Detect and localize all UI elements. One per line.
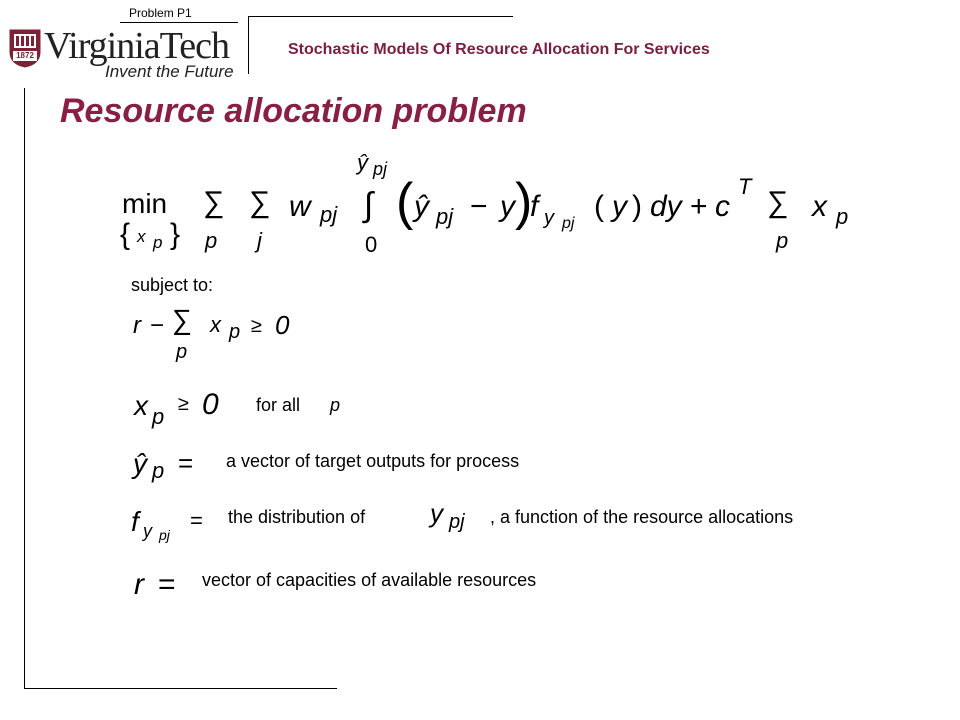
seal-year: 1872 — [16, 51, 34, 60]
problem-label-underline — [120, 22, 238, 23]
f-definition-prefix: the distribution of — [228, 507, 366, 527]
logo-wordmark: VirginiaTech — [44, 25, 229, 67]
for-all-label: for all — [256, 395, 301, 415]
frame-divider-vertical — [248, 16, 249, 74]
objective-function: min { x p } ∑ p ∑ j w pj ŷ pj ∫ 0 ( ŷ pj − y ) f y pj ( y ) dy + c T ∑ p x p — [120, 150, 849, 257]
f-definition-symbol: f y pj = — [131, 506, 203, 543]
yhat-definition-symbol: ŷ p = — [133, 448, 194, 483]
logo — [8, 25, 240, 82]
yhat-definition-text: a vector of target outputs for process — [226, 451, 520, 471]
course-title: Stochastic Models Of Resource Allocation For Services — [288, 41, 710, 58]
f-definition-suffix: , a function of the resource allocations — [490, 507, 794, 527]
virginia-tech-seal-icon — [8, 28, 42, 68]
frame-top-line — [248, 16, 513, 17]
ypj-symbol: y pj — [430, 498, 465, 533]
subject-to-label: subject to: — [131, 275, 214, 295]
capacity-constraint: r − ∑ p x p ≥ 0 — [133, 304, 290, 363]
r-definition-text: vector of capacities of available resources — [202, 570, 537, 590]
logo-tagline: Invent the Future — [105, 62, 234, 81]
problem-label: Problem P1 — [129, 6, 192, 20]
frame-bottom-line — [24, 688, 337, 689]
for-all-p: p — [330, 395, 341, 415]
slide-title: Resource allocation problem — [60, 92, 527, 130]
r-definition-symbol: r = — [134, 568, 176, 601]
nonnegativity-constraint: x p ≥ 0 — [134, 388, 219, 429]
